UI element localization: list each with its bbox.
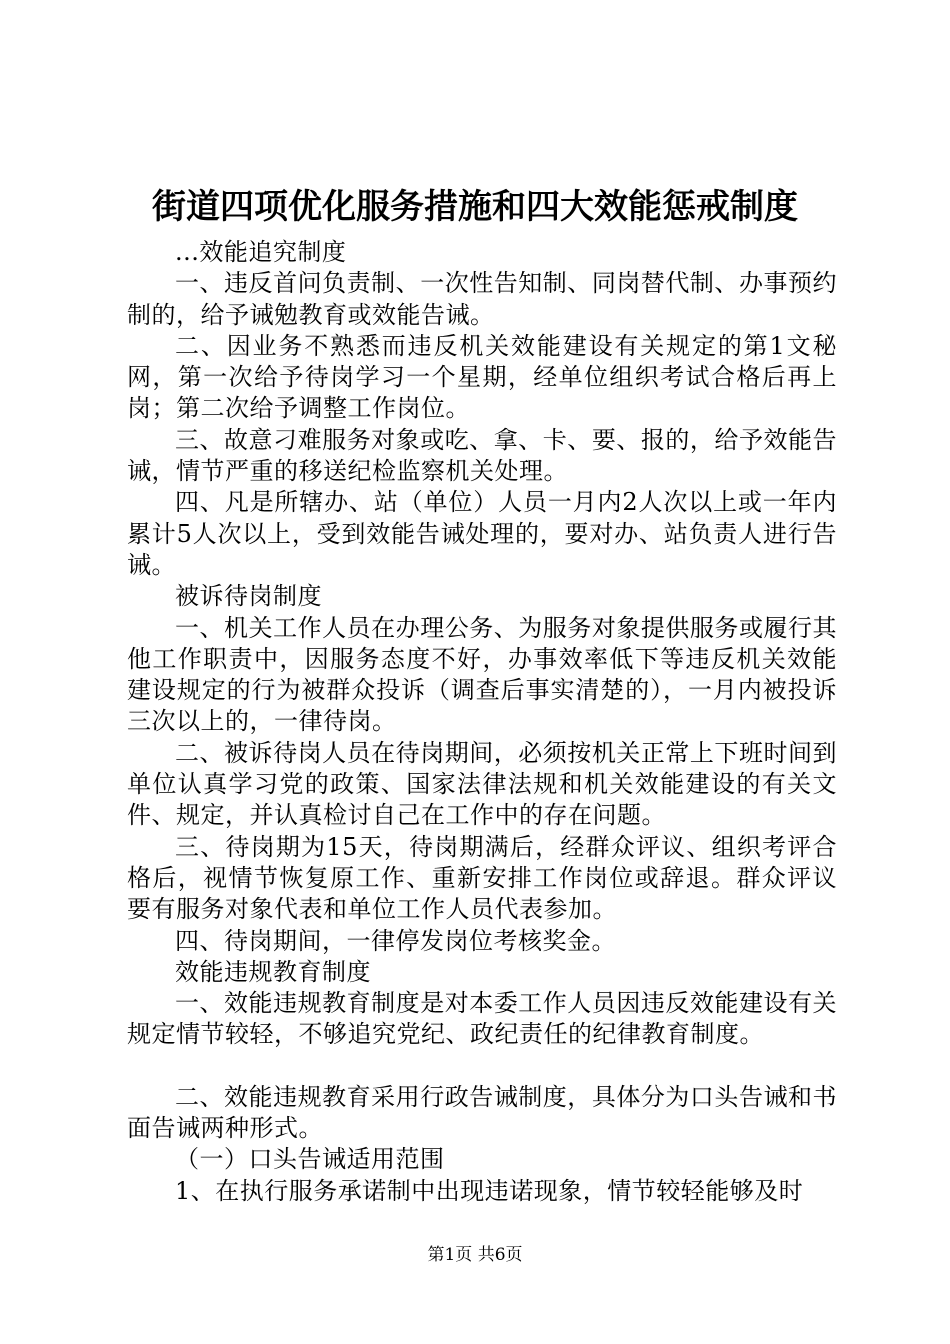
paragraph: 一、违反首问负责制、一次性告知制、同岗替代制、办事预约制的，给予诫勉教育或效能告诫。: [127, 269, 837, 329]
section-heading: 被诉待岗制度: [175, 582, 322, 611]
sub-heading: （一）口头告诫适用范围: [175, 1145, 445, 1174]
paragraph: 一、效能违规教育制度是对本委工作人员因违反效能建设有关规定情节较轻，不够追究党纪、政纪责任的纪律教育制度。: [127, 989, 837, 1049]
paragraph: 二、因业务不熟悉而违反机关效能建设有关规定的第1文秘网，第一次给予待岗学习一个星期，经单位组织考试合格后再上岗；第二次给予调整工作岗位。: [127, 331, 837, 423]
paragraph: 1、在执行服务承诺制中出现违诺现象，情节较轻能够及时: [175, 1176, 804, 1205]
section-heading: 效能违规教育制度: [175, 957, 371, 986]
page-number: 第1页 共6页: [427, 1245, 523, 1265]
document-body: [127, 237, 837, 1207]
document-title: 街道四项优化服务措施和四大效能惩戒制度: [152, 187, 798, 227]
paragraph: 三、故意刁难服务对象或吃、拿、卡、要、报的，给予效能告诫，情节严重的移送纪检监察机关处理。: [127, 425, 837, 486]
paragraph: 三、待岗期为15天，待岗期满后，经群众评议、组织考评合格后，视情节恢复原工作、重新安排工作岗位或辞退。群众评议要有服务对象代表和单位工作人员代表参加。: [127, 832, 837, 924]
paragraph: 二、效能违规教育采用行政告诫制度，具体分为口头告诫和书面告诫两种形式。: [127, 1082, 837, 1143]
paragraph: 四、凡是所辖办、站（单位）人员一月内2人次以上或一年内累计5人次以上，受到效能告诫处理的，要对办、站负责人进行告诫。: [127, 488, 837, 579]
paragraph: 二、被诉待岗人员在待岗期间，必须按机关正常上下班时间到单位认真学习党的政策、国家法律法规和机关效能建设的有关文件、规定，并认真检讨自己在工作中的存在问题。: [127, 738, 837, 830]
paragraph: 四、待岗期间，一律停发岗位考核奖金。: [175, 926, 616, 955]
paragraph: 一、机关工作人员在办理公务、为服务对象提供服务或履行其他工作职责中，因服务态度不好，办事效率低下等违反机关效能建设规定的行为被群众投诉（调查后事实清楚的），一月内被投诉三次以上的，一律待岗。: [127, 613, 837, 736]
section-heading: ...效能追究制度: [175, 238, 347, 266]
